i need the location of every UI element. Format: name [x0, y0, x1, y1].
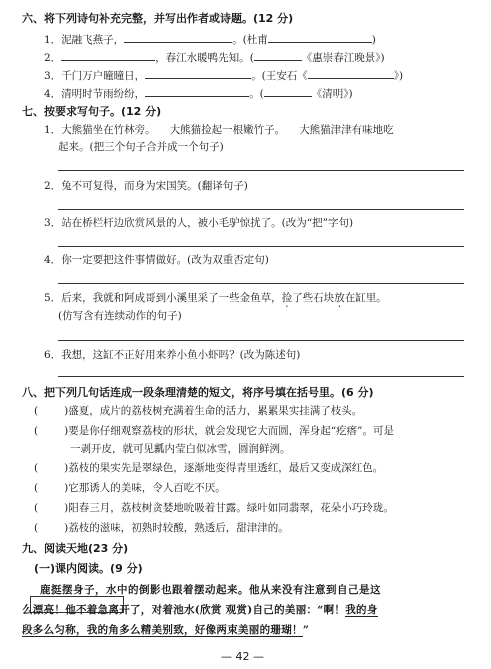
s7-q5-answer-line[interactable] [58, 340, 464, 341]
s6-q1-blank[interactable] [124, 32, 232, 43]
s7-q5-line2: (仿写含有连续动作的句子) [58, 310, 182, 322]
s6-q1: 1．泥融飞燕子， 。(杜甫 ) [44, 34, 376, 46]
s6-q4-text: 清明时节雨纷纷， [61, 88, 146, 100]
s8-item-3-blank[interactable]: ( ) [34, 462, 69, 474]
section-8-title: 八、把下列几句话连成一段条理清楚的短文，将序号填在括号里。(6 分) [22, 386, 374, 399]
section-6-title: 六、将下列诗句补充完整，并写出作者或诗题。(12 分) [22, 12, 294, 25]
s7-q4: 4．你一定要把这件事情做好。(改为双重否定句) [44, 254, 269, 266]
s7-q6: 6．我想，这缸不正好用来养小鱼小虾吗？(改为陈述句) [44, 349, 301, 361]
s6-q4-title: 《清明》 [311, 88, 349, 100]
s6-q2-author-blank[interactable] [254, 50, 302, 61]
s8-item-1-blank[interactable]: ( ) [34, 405, 69, 417]
s6-q3-title-blank[interactable] [308, 68, 394, 79]
s7-q2-answer-line[interactable] [58, 209, 464, 210]
s8-item-1: ( )盛夏，成片的荔枝树充满着生命的活力，累累果实挂满了枝头。 [34, 405, 363, 417]
s7-q4-answer-line[interactable] [58, 283, 464, 284]
s8-item-2-blank[interactable]: ( ) [34, 425, 69, 437]
s7-q1-answer-line[interactable] [58, 170, 464, 171]
s6-q2-title: 《惠崇春江晚景》 [301, 52, 381, 64]
s8-item-6: ( )荔枝的滋味，初熟时较酸，熟透后，甜津津的。 [34, 522, 289, 534]
s8-item-4-blank[interactable]: ( ) [34, 482, 69, 494]
s8-item-5-blank[interactable]: ( ) [34, 502, 69, 514]
s8-item-3: ( )荔枝的果实先是翠绿色，逐渐地变得青里透红，最后又变成深红色。 [34, 462, 384, 474]
s6-q4-blank[interactable] [145, 86, 249, 97]
section-9-title: 九、阅读天地(23 分) [22, 542, 129, 555]
s7-q1-line1: 1．大熊猫坐在竹林旁。 大熊猫捡起一根嫩竹子。 大熊猫津津有味地吃 [44, 124, 394, 136]
s7-q6-answer-line[interactable] [58, 376, 464, 377]
reading-line-3: 段多么匀称，我的角多么精美别致，好像两束美丽的珊瑚！” [22, 624, 310, 636]
s6-q3-text: 千门万户曈曈日， [61, 70, 146, 82]
s7-q3-answer-line[interactable] [58, 246, 464, 247]
page-number: — 42 — [221, 650, 264, 663]
s6-q4: 4．清明时节雨纷纷， 。( 《清明》) [44, 88, 353, 100]
s6-q3-blank[interactable] [145, 68, 251, 79]
s7-q3: 3．站在桥栏杆边欣赏风景的人，被小毛驴惊扰了。(改为“把”字句) [44, 217, 354, 229]
s8-item-4: ( )它那诱人的美味，令人百吃不厌。 [34, 482, 226, 494]
s8-item-2-cont: 一剥开皮，就可见瓤内莹白似冰雪，圆润鲜洌。 [70, 443, 291, 455]
s6-q2-text: ，春江水暖鸭先知。 [155, 52, 250, 64]
s6-q3-author: 王安石 [265, 70, 298, 82]
s6-q1-title-blank[interactable] [268, 32, 372, 43]
s6-q4-author-blank[interactable] [264, 86, 312, 97]
reading-line-1: 鹿挺摆身子，水中的倒影也跟着摆动起来。他从来没有注意到自己是这 [40, 584, 381, 596]
s7-q5-line1: 5．后来，我就和阿成哥到小溪里采了一些金鱼草，捡了些石块放在缸里。 [44, 292, 387, 304]
s7-q2: 2．兔不可复得，而身为宋国笑。(翻译句子) [44, 180, 248, 192]
s8-item-2: ( )要是你仔细观察荔枝的形状，就会发现它大而圆，浑身起“疙瘩”。可是 [34, 425, 394, 437]
s6-q2: 2． ，春江水暖鸭先知。( 《惠崇春江晚景》) [44, 52, 385, 64]
s6-q1-text: 泥融飞燕子， [61, 34, 125, 46]
s6-q2-blank[interactable] [61, 50, 155, 61]
s6-q1-author: 杜甫 [246, 34, 268, 46]
s8-item-6-blank[interactable]: ( ) [34, 522, 69, 534]
subsection-title: (一)课内阅读。(9 分) [34, 562, 143, 575]
reading-line-2: 么漂亮！他不着急离开了，对着池水(欣赏 观赏)自己的美丽：“啊！我的身 [22, 604, 378, 616]
s6-q3: 3．千门万户曈曈日， 。(王安石《 》) [44, 70, 404, 82]
section-7-title: 七、按要求写句子。(12 分) [22, 105, 162, 118]
s8-item-5: ( )阳春三月，荔枝树贪婪地吮吸着甘露。绿叶如同翡翠，花朵小巧玲珑。 [34, 502, 394, 514]
s7-q1-line2: 起来。(把三个句子合并成一个句子) [58, 141, 224, 153]
